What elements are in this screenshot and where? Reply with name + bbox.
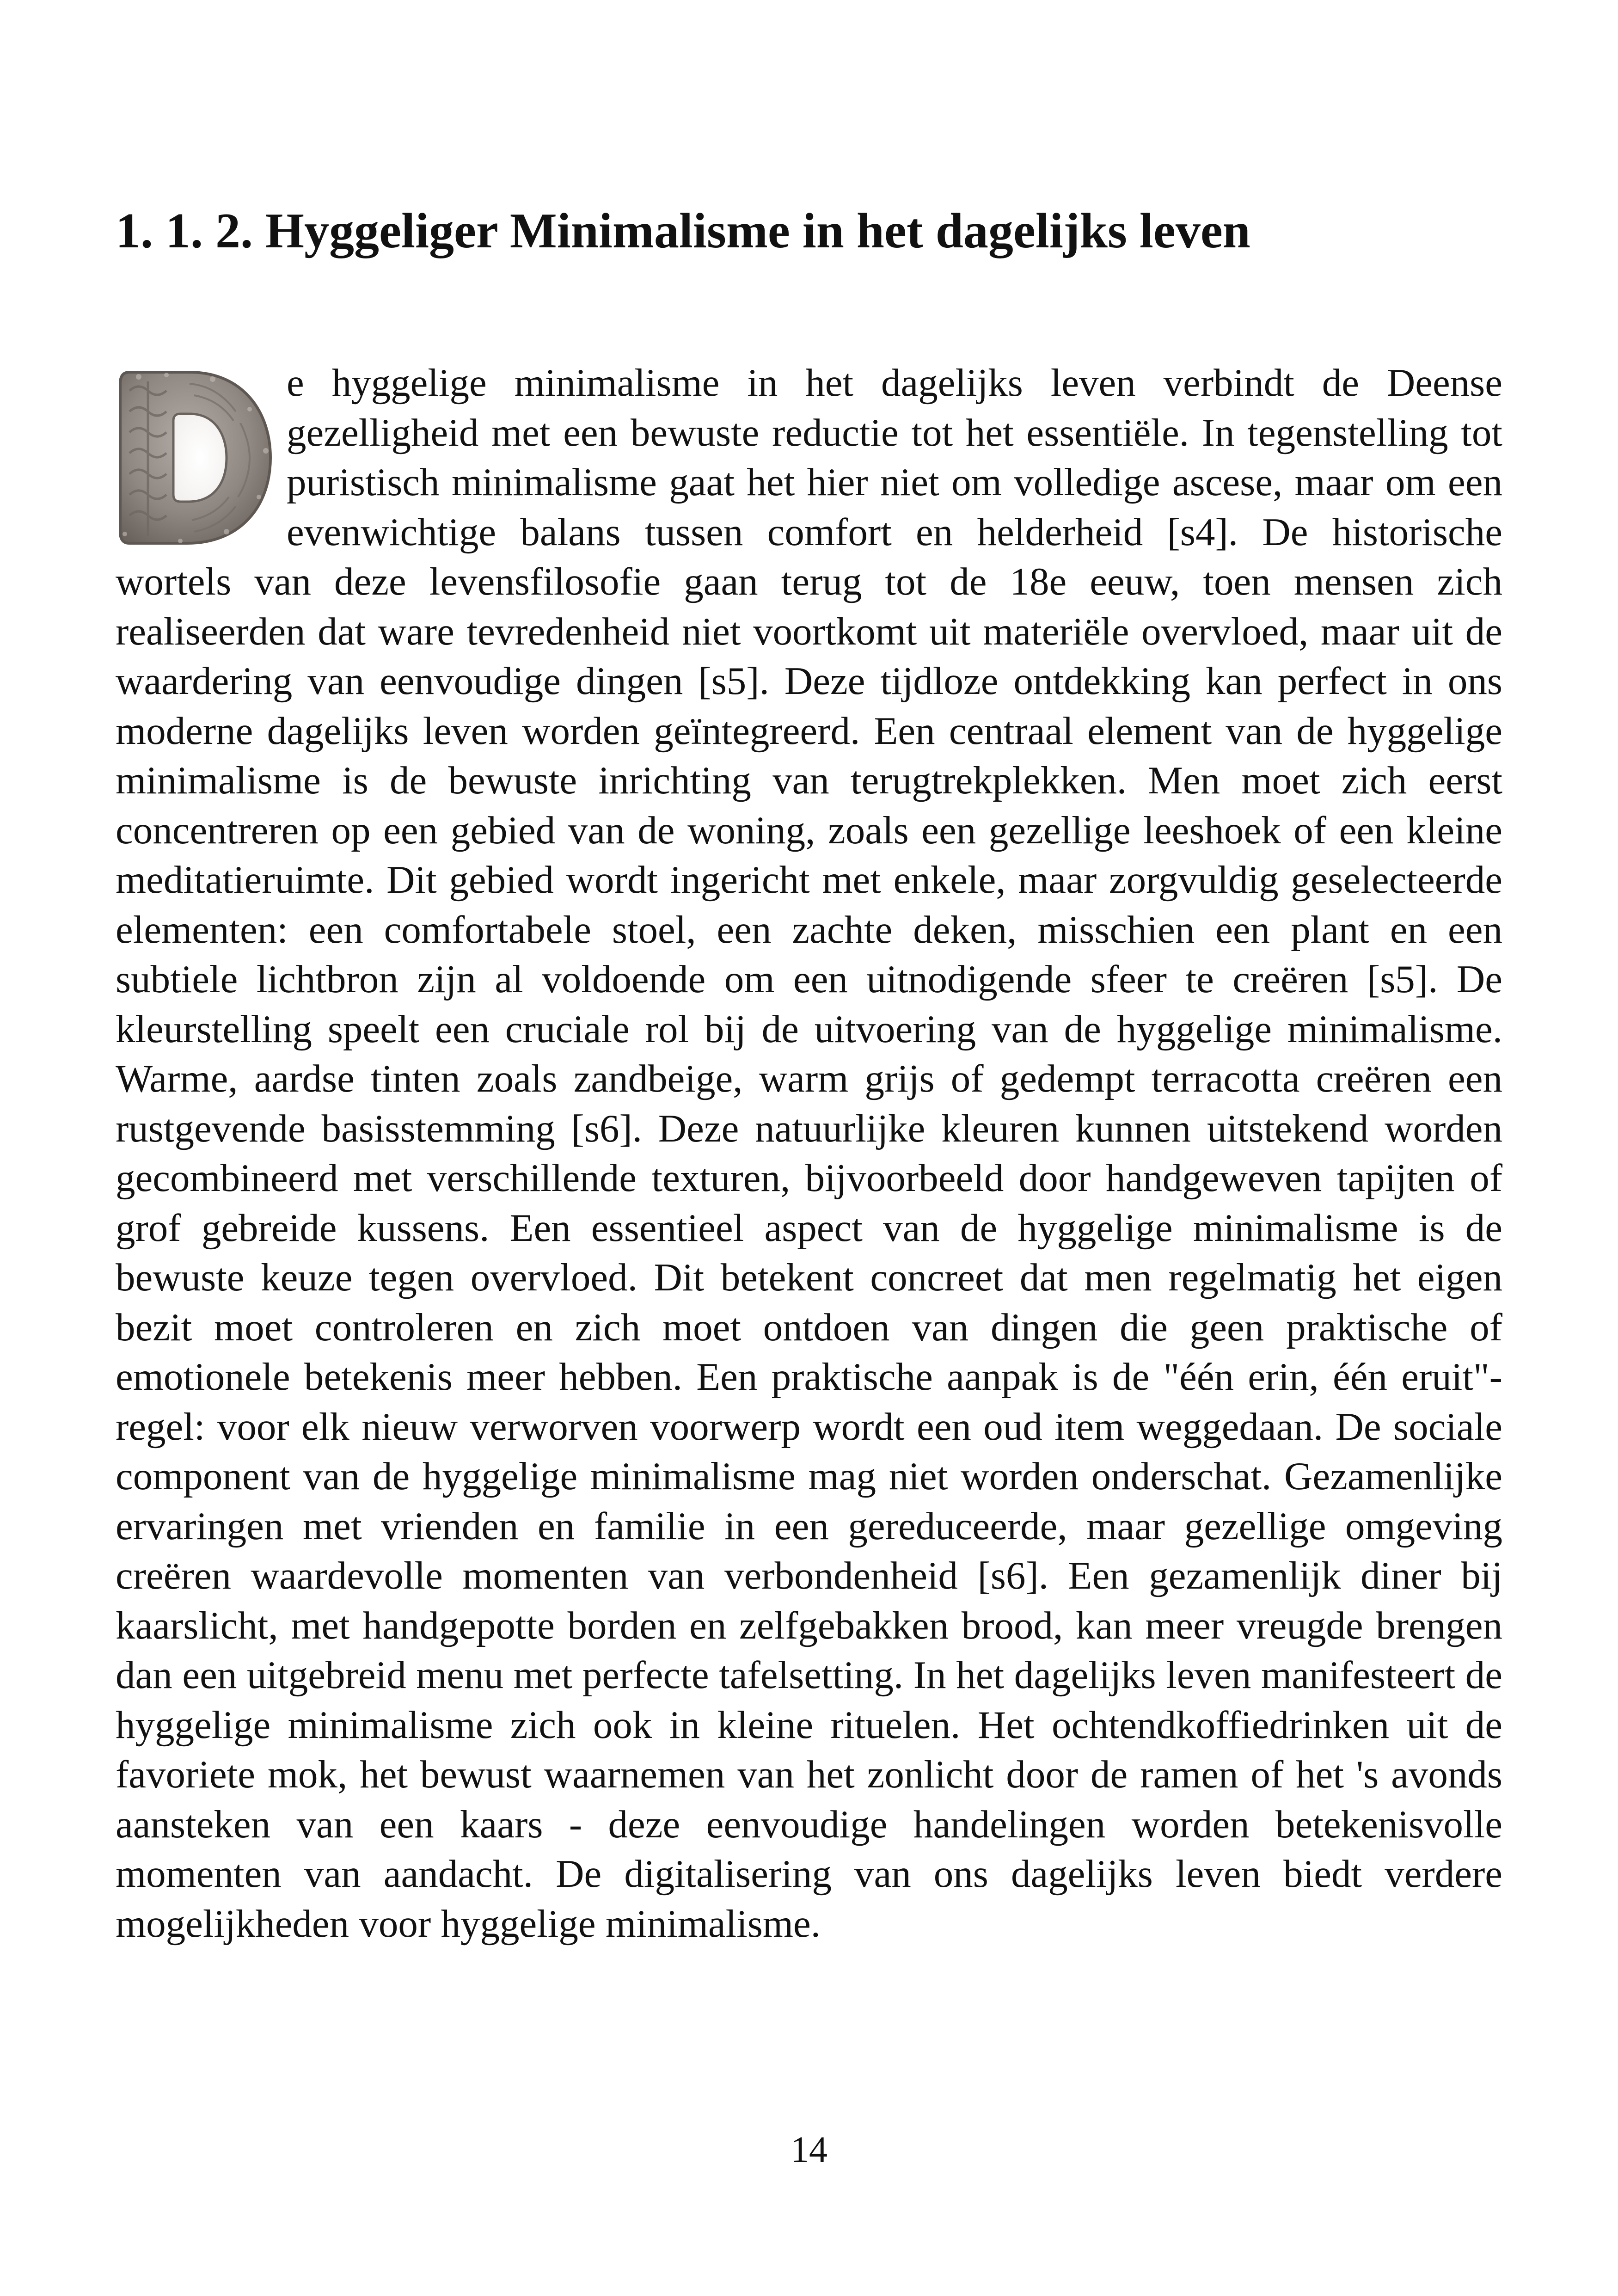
- section-heading: 1. 1. 2. Hyggeliger Minimalisme in het dagelijks leven: [116, 203, 1250, 258]
- page-number: 14: [791, 2130, 827, 2170]
- body-text: e hyggelige minimalisme in het dagelijks leven verbindt de Deense gezelligheid met een bewuste reductie tot het essentiële. In tegenstelling tot puristisch minimalisme gaat het hier niet om volledige ascese, maar om een evenwichtige balans tussen comfort en helderheid [s4]. De historische wortels van deze levensfilosofie gaan terug tot de 18e eeuw, toen mensen zich realiseerden dat ware tevredenheid niet voortkomt uit materiële overvloed, maar uit de waardering van eenvoudige dingen [s5]. Deze tijdloze ontdekking kan perfect in ons moderne dagelijks leven worden geïntegreerd. Een centraal element van de hyggelige minimalisme is de bewuste inrichting van terugtrekplekken. Men moet zich eerst concentreren op een gebied van de woning, zoals een gezellige leeshoek of een kleine meditatieruimte. Dit gebied wordt ingericht met enkele, maar zorgvuldig geselecteerde elementen: een comfortabele stoel, een zachte deken, misschien een plant en een subtiele lichtbron zijn al voldoende om een uitnodigende sfeer te creëren [s5]. De kleurstelling speelt een cruciale rol bij de uitvoering van de hyggelige minimalisme. Warme, aardse tinten zoals zandbeige, warm grijs of gedempt terracotta creëren een rustgevende basisstemming [s6]. Deze natuurlijke kleuren kunnen uitstekend worden gecombineerd met verschillende texturen, bijvoorbeeld door handgeweven tapijten of grof gebreide kussens. Een essentieel aspect van de hyggelige minimalisme is de bewuste keuze tegen overvloed. Dit betekent concreet dat men regelmatig het eigen bezit moet controleren en zich moet ontdoen van dingen die geen praktische of emotionele betekenis meer hebben. Een praktische aanpak is de "één erin, één eruit"-regel: voor elk nieuw verworven voorwerp wordt een oud item weggedaan. De sociale component van de hyggelige minimalisme mag niet worden onderschat. Gezamenlijke ervaringen met vrienden en familie in een gereduceerde, maar gezellige omgeving creëren waardevolle momenten van verbondenheid [s6]. Een gezamenlijk diner bij kaarslicht, met handgepotte borden en zelfgebakken brood, kan meer vreugde brengen dan een uitgebreid menu met perfecte tafelsetting. In het dagelijks leven manifesteert de hyggelige minimalisme zich ook in kleine rituelen. Het ochtendkoffiedrinken uit de favoriete mok, het bewust waarnemen van het zonlicht door de ramen of het 's avonds aansteken van een kaars - deze eenvoudige handelingen worden betekenisvolle momenten van aandacht. De digitalisering van ons dagelijks leven biedt verdere mogelijkheden voor hyggelige minimalisme.: [116, 361, 1502, 1946]
- body-paragraph: [116, 358, 1502, 1949]
- dropcap-knitted-d-icon: [111, 358, 277, 557]
